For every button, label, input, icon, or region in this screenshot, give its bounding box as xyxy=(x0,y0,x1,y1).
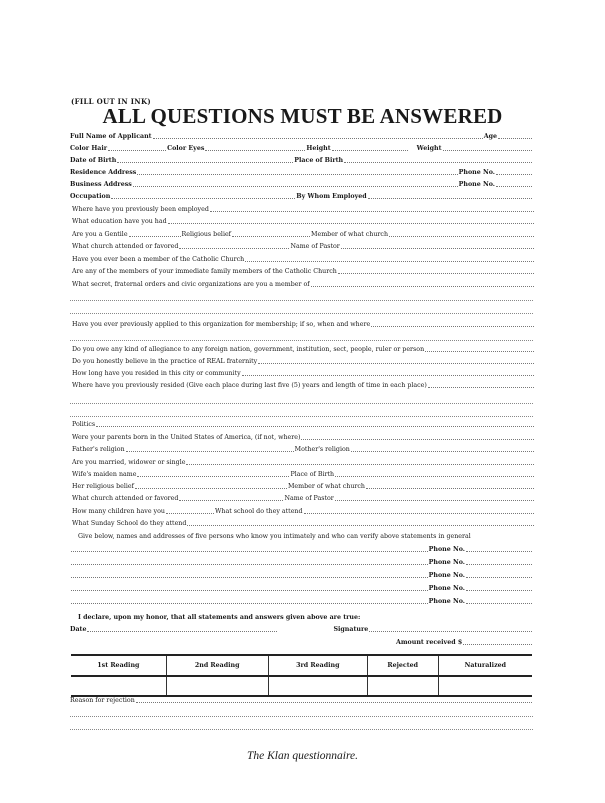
reference-phone-label: Phone No. xyxy=(428,546,465,553)
family-catholic-label: Are any of the members of your immediate family members of the Catholic Church xyxy=(72,268,337,275)
occupation-field[interactable] xyxy=(111,198,295,199)
rejection-reason-label: Reason for rejection xyxy=(70,697,135,704)
previously-applied-field[interactable] xyxy=(371,326,534,327)
row-church-attended xyxy=(72,240,535,251)
row-rejection-reason xyxy=(70,694,533,705)
row-previously-resided xyxy=(72,379,535,390)
previously-applied-line-2[interactable] xyxy=(70,340,533,341)
catholic-member-field[interactable] xyxy=(245,261,534,262)
occupation-label: Occupation xyxy=(70,193,111,200)
her-pastor-label: Name of Pastor xyxy=(284,495,334,502)
by-whom-employed-label: By Whom Employed xyxy=(296,193,367,200)
row-her-religion xyxy=(72,480,535,491)
gentile-field[interactable] xyxy=(129,236,181,237)
amount-received-field[interactable] xyxy=(463,644,532,645)
row-birth xyxy=(70,154,533,165)
church-attended-label: What church attended or favored xyxy=(72,243,179,250)
her-church-attended-field[interactable] xyxy=(179,500,283,501)
gentile-label: Are you a Gentile xyxy=(72,231,128,238)
fathers-religion-label: Father's religion xyxy=(72,446,125,453)
row-sunday-school xyxy=(72,517,535,528)
fraternity-label: Do you honestly believe in the practice of REAL fraternity xyxy=(72,358,258,365)
her-church-attended-label: What church attended or favored xyxy=(72,495,179,502)
declaration-text: I declare, upon my honor, that all statements and answers given above are true: xyxy=(78,614,361,621)
rejection-reason-line-3[interactable] xyxy=(70,729,533,730)
reference-phone-field[interactable] xyxy=(466,603,532,604)
rejection-reason-field[interactable] xyxy=(136,702,532,703)
allegiance-label: Do you owe any kind of allegiance to any foreign nation, government, institution, sect, people, ruler or person xyxy=(72,346,425,353)
row-allegiance xyxy=(72,343,535,354)
member-church-field[interactable] xyxy=(389,236,534,237)
row-how-long-resided xyxy=(72,367,535,378)
row-fraternity xyxy=(72,355,535,366)
previously-resided-label: Where have you previously resided (Give each place during last five (5) years and length of time in each place) xyxy=(72,382,427,389)
politics-field[interactable] xyxy=(96,426,534,427)
full-name-label: Full Name of Applicant xyxy=(70,133,152,140)
her-member-church-field[interactable] xyxy=(366,488,534,489)
parents-born-field[interactable] xyxy=(301,439,534,440)
place-of-birth-label: Place of Birth xyxy=(294,157,344,164)
politics-label: Politics xyxy=(72,421,96,428)
row-previously-applied xyxy=(72,318,535,329)
catholic-member-label: Have you ever been a member of the Catholic Church xyxy=(72,256,245,263)
age-label: Age xyxy=(483,133,497,140)
her-religious-belief-field[interactable] xyxy=(135,488,287,489)
weight-label: Weight xyxy=(416,145,442,152)
reference-name-address-field[interactable] xyxy=(71,577,428,578)
business-address-field[interactable] xyxy=(133,186,458,187)
her-pastor-field[interactable] xyxy=(335,500,534,501)
date-of-birth-label: Date of Birth xyxy=(70,157,117,164)
reference-row xyxy=(70,543,533,554)
full-name-field[interactable] xyxy=(153,138,483,139)
family-catholic-field[interactable] xyxy=(338,273,534,274)
form-title: ALL QUESTIONS MUST BE ANSWERED xyxy=(102,104,503,128)
what-school-label: What school do they attend xyxy=(214,508,303,515)
her-religious-belief-label: Her religious belief xyxy=(72,483,134,490)
reference-row xyxy=(70,595,533,606)
header-2nd-reading: 2nd Reading xyxy=(166,655,268,676)
secret-orders-label: What secret, fraternal orders and civic organizations are you a member of xyxy=(72,281,310,288)
reference-phone-label: Phone No. xyxy=(428,585,465,592)
sunday-school-field[interactable] xyxy=(187,525,534,526)
allegiance-field[interactable] xyxy=(425,351,534,352)
mothers-religion-label: Mother's religion xyxy=(294,446,350,453)
business-phone-label: Phone No. xyxy=(458,181,495,188)
header-naturalized: Naturalized xyxy=(438,655,532,676)
business-phone-field[interactable] xyxy=(496,186,532,187)
reference-phone-field[interactable] xyxy=(466,577,532,578)
weight-field[interactable] xyxy=(443,150,533,151)
religious-belief-label: Religious belief xyxy=(181,231,232,238)
reference-row xyxy=(70,569,533,580)
header-1st-reading: 1st Reading xyxy=(71,655,166,676)
fill-out-in-ink-note: (FILL OUT IN INK) xyxy=(71,97,151,106)
header-3rd-reading: 3rd Reading xyxy=(268,655,367,676)
place-of-birth-field[interactable] xyxy=(344,162,532,163)
name-of-pastor-field[interactable] xyxy=(341,248,534,249)
header-rejected: Rejected xyxy=(367,655,438,676)
row-secret-orders xyxy=(72,278,535,289)
color-hair-label: Color Hair xyxy=(70,145,108,152)
previously-applied-label: Have you ever previously applied to this organization for membership; if so, when and where xyxy=(72,321,371,328)
office-table-header-row xyxy=(71,655,532,676)
secret-orders-line-3[interactable] xyxy=(70,313,533,314)
how-long-resided-label: How long have you resided in this city or community xyxy=(72,370,241,377)
residence-phone-label: Phone No. xyxy=(458,169,495,176)
name-of-pastor-label: Name of Pastor xyxy=(290,243,340,250)
row-physical xyxy=(70,142,533,153)
reference-name-address-field[interactable] xyxy=(71,590,428,591)
office-use-table xyxy=(71,654,532,697)
amount-received-label: Amount received $ xyxy=(396,639,463,646)
row-family-catholic xyxy=(72,265,535,276)
church-attended-field[interactable] xyxy=(179,248,289,249)
reference-phone-field[interactable] xyxy=(466,564,532,565)
row-parents-religion xyxy=(72,443,535,454)
height-label: Height xyxy=(306,145,331,152)
residence-address-label: Residence Address xyxy=(70,169,137,176)
parents-born-label: Were your parents born in the United States of America, (if not, where) xyxy=(72,434,301,441)
how-many-children-field[interactable] xyxy=(166,513,214,514)
reference-name-address-field[interactable] xyxy=(71,564,428,565)
fraternity-field[interactable] xyxy=(258,363,534,364)
height-field[interactable] xyxy=(332,150,408,151)
business-address-label: Business Address xyxy=(70,181,132,188)
her-member-church-label: Member of what church xyxy=(287,483,365,490)
reference-name-address-field[interactable] xyxy=(71,603,428,604)
row-children xyxy=(72,505,535,516)
reference-phone-field[interactable] xyxy=(466,590,532,591)
marital-status-label: Are you married, widower or single xyxy=(72,459,186,466)
row-her-church xyxy=(72,492,535,503)
previously-resided-line-3[interactable] xyxy=(70,416,533,417)
mothers-religion-field[interactable] xyxy=(351,451,534,452)
row-date-signature xyxy=(70,623,533,634)
previously-employed-field[interactable] xyxy=(210,211,534,212)
reference-phone-field[interactable] xyxy=(466,551,532,552)
declaration-row xyxy=(78,611,541,622)
signature-label: Signature xyxy=(333,626,369,633)
previously-employed-label: Where have you previously been employed xyxy=(72,206,209,213)
wifes-maiden-name-field[interactable] xyxy=(137,476,289,477)
row-occupation xyxy=(70,190,533,201)
signature-field[interactable] xyxy=(369,631,532,632)
date-field[interactable] xyxy=(87,631,277,632)
reference-phone-label: Phone No. xyxy=(428,572,465,579)
row-amount xyxy=(396,636,533,647)
row-education xyxy=(72,215,535,226)
date-label: Date xyxy=(70,626,87,633)
marital-status-field[interactable] xyxy=(186,464,534,465)
age-field[interactable] xyxy=(498,138,532,139)
education-field[interactable] xyxy=(168,223,534,224)
fathers-religion-field[interactable] xyxy=(126,451,294,452)
member-church-label: Member of what church xyxy=(311,231,389,238)
how-long-resided-field[interactable] xyxy=(242,375,534,376)
figure-caption: The Klan questionnaire. xyxy=(246,750,359,762)
cell-3rd-reading[interactable] xyxy=(268,676,367,696)
row-politics xyxy=(72,418,535,429)
row-previously-employed xyxy=(72,203,535,214)
residence-address-field[interactable] xyxy=(137,174,457,175)
previously-resided-field[interactable] xyxy=(428,387,534,388)
color-eyes-field[interactable] xyxy=(205,150,305,151)
wife-place-of-birth-field[interactable] xyxy=(335,476,534,477)
row-business xyxy=(70,178,533,189)
secret-orders-line-2[interactable] xyxy=(70,300,533,301)
reference-row xyxy=(70,556,533,567)
secret-orders-field[interactable] xyxy=(311,286,534,287)
row-marital-status xyxy=(72,456,535,467)
cell-rejected[interactable] xyxy=(367,676,438,696)
cell-naturalized[interactable] xyxy=(438,676,532,696)
color-hair-field[interactable] xyxy=(108,150,166,151)
row-residence xyxy=(70,166,533,177)
reference-phone-label: Phone No. xyxy=(428,559,465,566)
reference-name-address-field[interactable] xyxy=(71,551,428,552)
rejection-reason-line-2[interactable] xyxy=(70,716,533,717)
reference-row xyxy=(70,582,533,593)
religious-belief-field[interactable] xyxy=(232,236,310,237)
row-full-name xyxy=(70,130,533,141)
office-table-entry-row xyxy=(71,676,532,696)
row-gentile xyxy=(72,228,535,239)
row-wife xyxy=(72,468,535,479)
date-of-birth-field[interactable] xyxy=(117,162,293,163)
wifes-maiden-name-label: Wife's maiden name xyxy=(72,471,137,478)
how-many-children-label: How many children have you xyxy=(72,508,165,515)
row-catholic-member xyxy=(72,253,535,264)
row-parents-born xyxy=(72,431,535,442)
color-eyes-label: Color Eyes xyxy=(167,145,205,152)
cell-2nd-reading[interactable] xyxy=(166,676,268,696)
residence-phone-field[interactable] xyxy=(496,174,532,175)
references-instruction: Give below, names and addresses of five persons who know you intimately and who can verify above statements in general xyxy=(78,533,471,540)
cell-1st-reading[interactable] xyxy=(71,676,166,696)
sunday-school-label: What Sunday School do they attend xyxy=(72,520,187,527)
by-whom-employed-field[interactable] xyxy=(368,198,532,199)
references-instruction-row xyxy=(78,530,534,541)
what-school-field[interactable] xyxy=(304,513,534,514)
reference-phone-label: Phone No. xyxy=(428,598,465,605)
previously-resided-line-2[interactable] xyxy=(70,403,533,404)
education-label: What education have you had xyxy=(72,218,167,225)
wife-place-of-birth-label: Place of Birth xyxy=(290,471,335,478)
